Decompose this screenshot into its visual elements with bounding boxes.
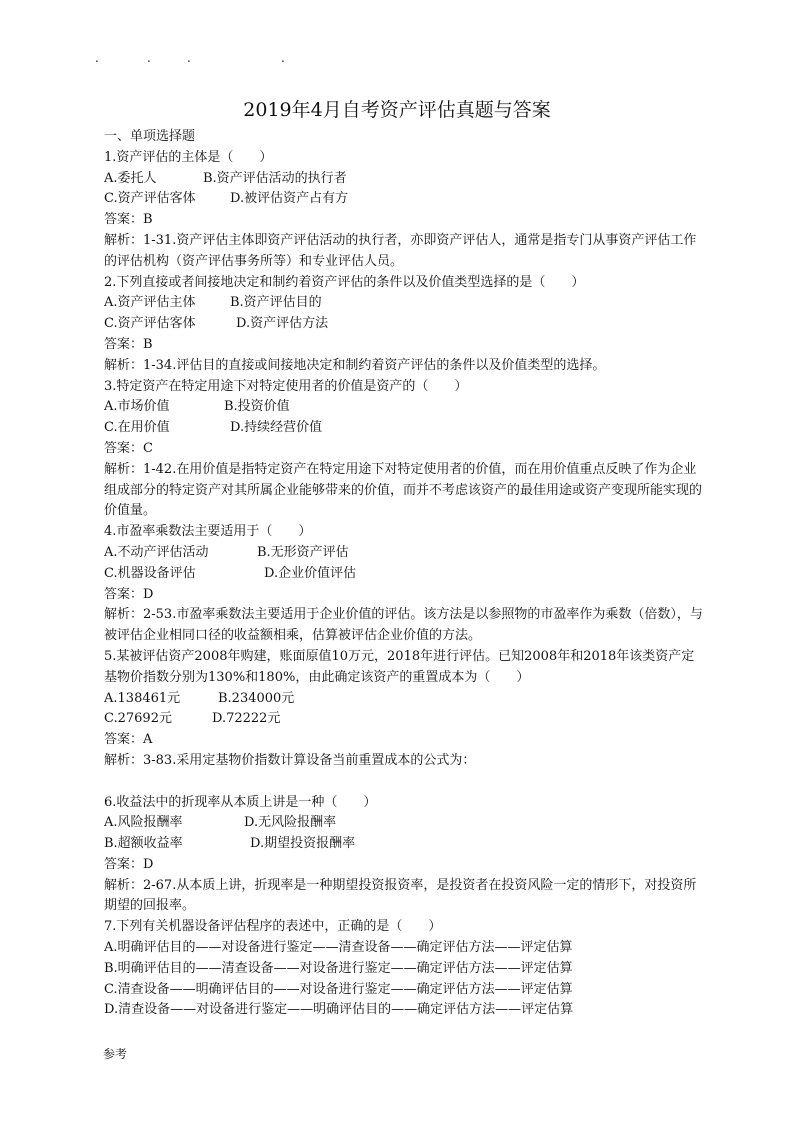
section-heading: 一、单项选择题 xyxy=(104,129,196,144)
option: D.资产评估方法 xyxy=(236,316,329,332)
answer: 答案：A xyxy=(104,732,153,748)
option: D.清查设备——对设备进行鉴定——明确评估目的——确定评估方法——评定估算 xyxy=(104,1002,574,1018)
question-block xyxy=(104,522,704,647)
option: C.机器设备评估 xyxy=(104,565,196,581)
option-row xyxy=(104,397,704,418)
option-row xyxy=(104,169,704,190)
option-row xyxy=(104,293,704,314)
question-block xyxy=(104,647,704,772)
question-block xyxy=(104,793,704,918)
question-block xyxy=(104,273,704,377)
option: D.企业价值评估 xyxy=(264,565,357,581)
question-block xyxy=(104,917,704,1021)
option-row xyxy=(104,189,704,210)
header-dot: . xyxy=(187,51,191,65)
header-dot: . xyxy=(147,51,151,65)
analysis: 解析：1-42.在用价值是指特定资产在特定用途下对特定使用者的价值，而在用价值重点反映了作为企业组成部分的特定资产对其所属企业能够带来的价值，而并不考虑该资产的最佳用途或资产变现所能实现的价值量。 xyxy=(104,461,703,519)
option-row xyxy=(104,543,704,564)
option-row xyxy=(104,834,704,855)
question-text: 4.市盈率乘数法主要适用于（ ） xyxy=(104,524,312,540)
option: C.清查设备——明确评估目的——对设备进行鉴定——确定评估方法——评定估算 xyxy=(104,981,573,997)
question-text: 7.下列有关机器设备评估程序的表述中，正确的是（ ） xyxy=(104,919,442,935)
question-text: 3.特定资产在特定用途下对特定使用者的价值是资产的（ ） xyxy=(104,378,468,394)
document-body xyxy=(104,127,704,1021)
option: B.超额收益率 xyxy=(104,836,183,852)
option: A.明确评估目的——对设备进行鉴定——清查设备——确定评估方法——评定估算 xyxy=(104,940,573,956)
header-dots xyxy=(95,52,295,66)
analysis: 解析：2-53.市盈率乘数法主要适用于企业价值的评估。该方法是以参照物的市盈率作为乘数（倍数），与被评估企业相同口径的收益额相乘，估算被评估企业价值的方法。 xyxy=(104,607,703,644)
analysis: 解析：1-31.资产评估主体即资产评估活动的执行者，亦即资产评估人，通常是指专门从事资产评估工作的评估机构（资产评估事务所等）和专业评估人员。 xyxy=(104,232,697,269)
page-footer: 参考 xyxy=(103,1047,128,1061)
answer: 答案：D xyxy=(104,856,154,872)
formula-gap xyxy=(104,772,704,793)
option: D.期望投资报酬率 xyxy=(250,836,356,852)
answer: 答案：D xyxy=(104,586,154,602)
question-text: 2.下列直接或者间接地决定和制约着资产评估的条件以及价值类型选择的是（ ） xyxy=(104,274,585,290)
option: A.市场价值 xyxy=(104,399,170,415)
answer: 答案：B xyxy=(104,336,153,352)
option: C.资产评估客体 xyxy=(104,316,196,332)
option: D.持续经营价值 xyxy=(230,420,323,436)
analysis: 解析：1-34.评估目的直接或间接地决定和制约着资产评估的条件以及价值类型的选择。 xyxy=(104,357,606,373)
option: A.风险报酬率 xyxy=(104,815,183,831)
analysis: 解析：3-83.采用定基物价指数计算设备当前重置成本的公式为： xyxy=(104,752,476,768)
question-text: 6.收益法中的折现率从本质上讲是一种（ ） xyxy=(104,794,377,810)
option: A.不动产评估活动 xyxy=(104,544,209,560)
header-dot: . xyxy=(281,51,285,65)
option: D.72222元 xyxy=(212,711,281,727)
question-text: 5.某被评估资产2008年购建，账面原值10万元，2018年进行评估。已知2008年和2018年该类资产定基物价指数分别为130%和180%，由此确定该资产的重置成本为（ ） xyxy=(104,648,695,685)
option: C.27692元 xyxy=(104,711,172,727)
option-row xyxy=(104,813,704,834)
option: B.无形资产评估 xyxy=(257,544,349,560)
option: A.资产评估主体 xyxy=(104,295,196,311)
option: D.无风险报酬率 xyxy=(244,815,337,831)
option: B.资产评估活动的执行者 xyxy=(203,170,347,186)
option: D.被评估资产占有方 xyxy=(230,191,349,207)
option-row xyxy=(104,564,704,585)
option: B.投资价值 xyxy=(224,399,290,415)
option-row xyxy=(104,689,704,710)
option: B.234000元 xyxy=(218,690,295,706)
option: C.资产评估客体 xyxy=(104,191,196,207)
option: A.委托人 xyxy=(104,170,157,186)
document-title: 2019年4月自考资产评估真题与答案 xyxy=(243,99,551,121)
header-dot: . xyxy=(95,51,99,65)
option-row xyxy=(104,418,704,439)
question-text: 1.资产评估的主体是（ ） xyxy=(104,149,273,165)
analysis: 解析：2-67.从本质上讲，折现率是一种期望投资报资率，是投资者在投资风险一定的情形下，对投资所期望的回报率。 xyxy=(104,877,697,914)
answer: 答案：C xyxy=(104,440,153,456)
option: C.在用价值 xyxy=(104,420,170,436)
answer: 答案：B xyxy=(104,212,153,228)
option: B.资产评估目的 xyxy=(230,295,322,311)
option: A.138461元 xyxy=(104,690,181,706)
option-row xyxy=(104,709,704,730)
option: B.明确评估目的——清查设备——对设备进行鉴定——确定评估方法——评定估算 xyxy=(104,960,573,976)
option-row xyxy=(104,314,704,335)
question-block xyxy=(104,148,704,273)
question-block xyxy=(104,377,704,523)
